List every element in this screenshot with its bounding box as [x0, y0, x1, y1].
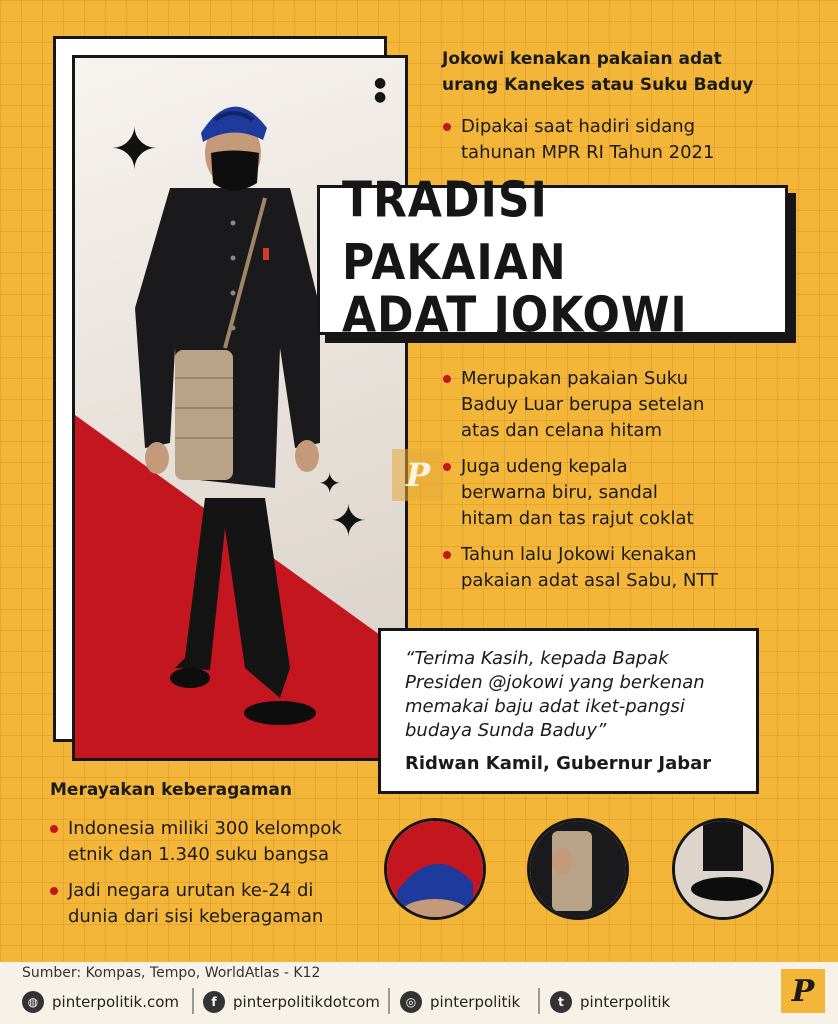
sparkle-icon: ✦ — [110, 115, 159, 183]
detail-circle-sandal — [672, 818, 774, 920]
detail-circle-bag — [527, 818, 629, 920]
divider — [192, 988, 194, 1014]
more-dots-icon: ● ● — [374, 75, 387, 105]
facebook-icon: f — [203, 991, 225, 1013]
social-twitter[interactable]: t pinterpolitik — [550, 991, 670, 1013]
social-website[interactable]: ◍ pinterpolitik.com — [22, 991, 179, 1013]
instagram-icon: ◎ — [400, 991, 422, 1013]
diversity-list — [50, 816, 380, 940]
title-line-2: ADAT JOKOWI — [342, 286, 688, 344]
list-item: Indonesia miliki 300 kelompok etnik dan 1.340 suku bangsa — [50, 816, 380, 868]
subtitle-line-2: urang Kanekes atau Suku Baduy — [442, 75, 754, 95]
quote-box — [378, 628, 759, 794]
list-item: Merupakan pakaian Suku Baduy Luar berupa setelan atas dan celana hitam — [443, 366, 783, 444]
quote-author: Ridwan Kamil, Gubernur Jabar — [405, 753, 712, 774]
list-item: Tahun lalu Jokowi kenakan pakaian adat asal Sabu, NTT — [443, 542, 783, 594]
source-text: Sumber: Kompas, Tempo, WorldAtlas - K12 — [22, 965, 321, 981]
pinterpolitik-logo: P — [781, 969, 825, 1013]
globe-icon: ◍ — [22, 991, 44, 1013]
social-facebook[interactable]: f pinterpolitikdotcom — [203, 991, 380, 1013]
facts-list — [443, 366, 783, 604]
subtitle-line-1: Jokowi kenakan pakaian adat — [442, 49, 722, 69]
divider — [538, 988, 540, 1014]
event-bullets — [443, 114, 773, 176]
list-item: Juga udeng kepala berwarna biru, sandal hitam dan tas rajut coklat — [443, 454, 783, 532]
divider — [388, 988, 390, 1014]
social-instagram[interactable]: ◎ pinterpolitik — [400, 991, 520, 1013]
quote-text: “Terima Kasih, kepada Bapak Presiden @jokowi yang berkenan memakai baju adat iket-pangsi budaya Sunda Baduy” — [405, 648, 705, 741]
list-item: Dipakai saat hadiri sidang tahunan MPR RI Tahun 2021 — [443, 114, 773, 166]
subtitle — [442, 46, 753, 98]
sparkle-icon: ✦ — [318, 467, 342, 500]
main-title — [317, 171, 788, 344]
twitter-icon: t — [550, 991, 572, 1013]
title-line-1: TRADISI PAKAIAN — [342, 171, 567, 292]
list-item: Jadi negara urutan ke-24 di dunia dari sisi keberagaman — [50, 878, 380, 930]
detail-circle-udeng — [384, 818, 486, 920]
diversity-heading: Merayakan keberagaman — [50, 780, 292, 800]
watermark-logo: P — [392, 449, 444, 501]
sparkle-icon: ✦ — [330, 496, 367, 547]
